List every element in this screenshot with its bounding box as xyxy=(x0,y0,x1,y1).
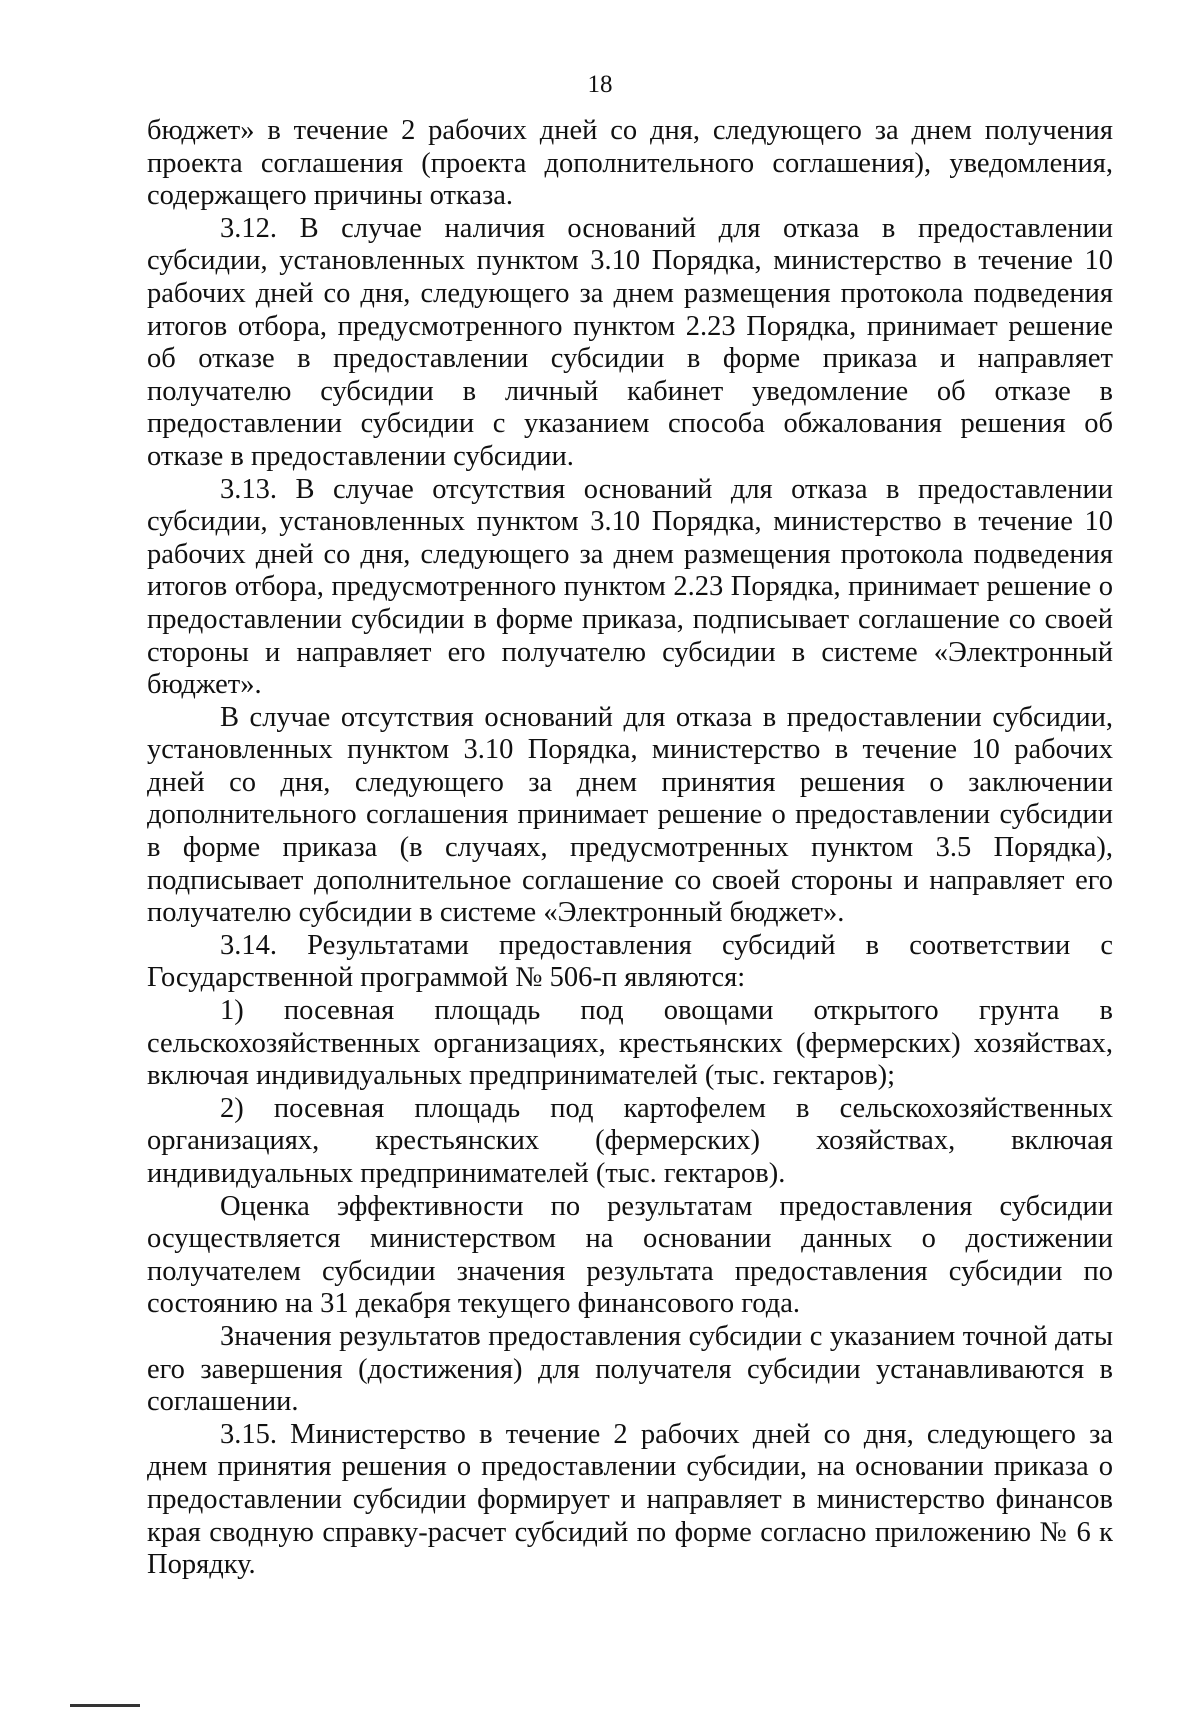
scan-edge-mark xyxy=(70,1704,140,1707)
paragraph-3-13-additional: В случае отсутствия оснований для отказа в предоставлении субсидии, установленных пунктом 3.10 Порядка, министерство в течение 10 рабочих дней со дня, следующего за днем принятия решения о заключении дополнительного соглашения принимает решение о предоставлении субсидии в форме приказа (в случаях, предусмотренных пунктом 3.5 Порядка), подписывает дополнительное соглашение со своей стороны и направляет его получателю субсидии в системе «Электронный бюджет». xyxy=(147,701,1113,929)
paragraph-3-13: 3.13. В случае отсутствия оснований для отказа в предоставлении субсидии, установленных пунктом 3.10 Порядка, министерство в течение 10 рабочих дней со дня, следующего за днем размещения протокола подведения итогов отбора, предусмотренного пунктом 2.23 Порядка, принимает решение о предоставлении субсидии в форме приказа, подписывает соглашение со своей стороны и направляет его получателю субсидии в системе «Электронный бюджет». xyxy=(147,473,1113,701)
page-number: 18 xyxy=(587,71,613,98)
document-body xyxy=(147,115,1113,1582)
paragraph-efficiency-assessment: Оценка эффективности по результатам предоставления субсидии осуществляется министерством на основании данных о достижении получателем субсидии значения результата предоставления субсидии по состоянию на 31 декабря текущего финансового года. xyxy=(147,1190,1113,1320)
list-item-1: 1) посевная площадь под овощами открытого грунта в сельскохозяйственных организациях, крестьянских (фермерских) хозяйствах, включая индивидуальных предпринимателей (тыс. гектаров); xyxy=(147,995,1113,1092)
paragraph-3-12: 3.12. В случае наличия оснований для отказа в предоставлении субсидии, установленных пунктом 3.10 Порядка, министерство в течение 10 рабочих дней со дня, следующего за днем размещения протокола подведения итогов отбора, предусмотренного пунктом 2.23 Порядка, принимает решение об отказе в предоставлении субсидии в форме приказа и направляет получателю субсидии в личный кабинет уведомление об отказе в предоставлении субсидии с указанием способа обжалования решения об отказе в предоставлении субсидии. xyxy=(147,212,1113,472)
paragraph-continuation: бюджет» в течение 2 рабочих дней со дня, следующего за днем получения проекта соглашения (проекта дополнительного соглашения), уведомления, содержащего причины отказа. xyxy=(147,115,1113,212)
paragraph-result-values: Значения результатов предоставления субсидии с указанием точной даты его завершения (достижения) для получателя субсидии устанавливаются в соглашении. xyxy=(147,1320,1113,1418)
paragraph-3-14: 3.14. Результатами предоставления субсидий в соответствии с Государственной программой № 506-п являются: xyxy=(147,929,1113,994)
paragraph-3-15: 3.15. Министерство в течение 2 рабочих дней со дня, следующего за днем принятия решения о предоставлении субсидии, на основании приказа о предоставлении субсидии формирует и направляет в министерство финансов края сводную справку-расчет субсидий по форме согласно приложению № 6 к Порядку. xyxy=(147,1418,1113,1581)
list-item-2: 2) посевная площадь под картофелем в сельскохозяйственных организациях, крестьянских (фермерских) хозяйствах, включая индивидуальных предпринимателей (тыс. гектаров). xyxy=(147,1092,1113,1189)
